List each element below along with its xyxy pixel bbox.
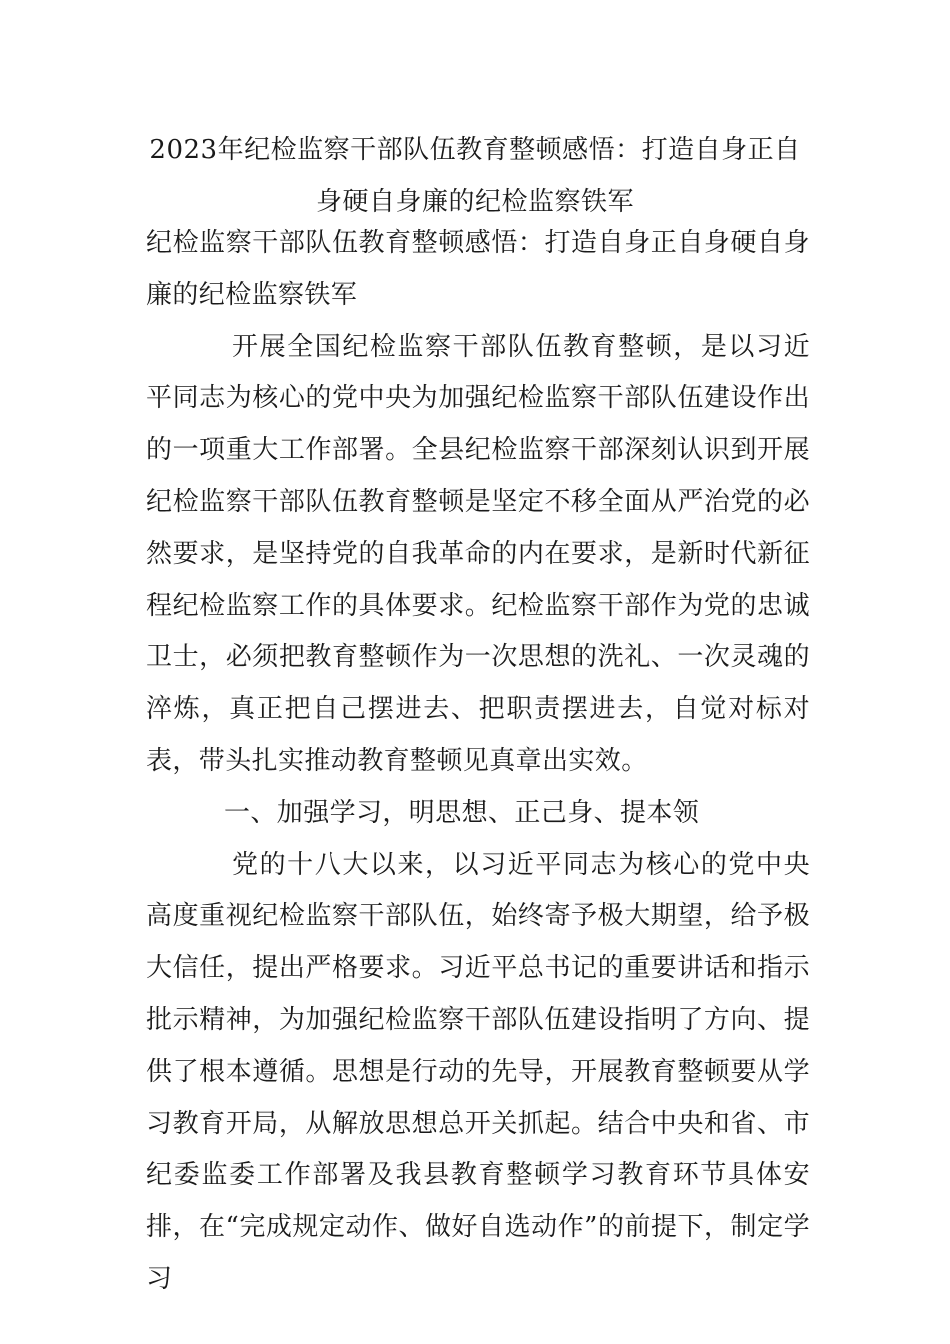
section-heading: 一、加强学习，明思想、正己身、提本领 — [224, 797, 700, 828]
document-title: 2023年纪检监察干部队伍教育整顿感悟：打造自身正自身硬自身廉的纪检监察铁军 — [149, 135, 801, 217]
document-body — [146, 218, 810, 1306]
paragraph-intro: 开展全国纪检监察干部队伍教育整顿，是以习近平同志为核心的党中央为加强纪检监察干部队伍建设作出的一项重大工作部署。全县纪检监察干部深刻认识到开展纪检监察干部队伍教育整顿是坚定不移全面从严治党的必然要求，是坚持党的自我革命的内在要求，是新时代新征程纪检监察工作的具体要求。纪检监察干部作为党的忠诚卫士，必须把教育整顿作为一次思想的洗礼、一次灵魂的淬炼，真正把自己摆进去、把职责摆进去，自觉对标对表，带头扎实推动教育整顿见真章出实效。 — [146, 331, 810, 776]
paragraph-section-one: 党的十八大以来，以习近平同志为核心的党中央高度重视纪检监察干部队伍，始终寄予极大期望，给予极大信任，提出严格要求。习近平总书记的重要讲话和指示批示精神，为加强纪检监察干部队伍建设指明了方向、提供了根本遵循。思想是行动的先导，开展教育整顿要从学习教育开局，从解放思想总开关抓起。结合中央和省、市纪委监委工作部署及我县教育整顿学习教育环节具体安排，在“完成规定动作、做好自选动作”的前提下，制定学习 — [146, 849, 810, 1294]
document-subtitle: 纪检监察干部队伍教育整顿感悟：打造自身正自身硬自身廉的纪检监察铁军 — [146, 228, 810, 310]
